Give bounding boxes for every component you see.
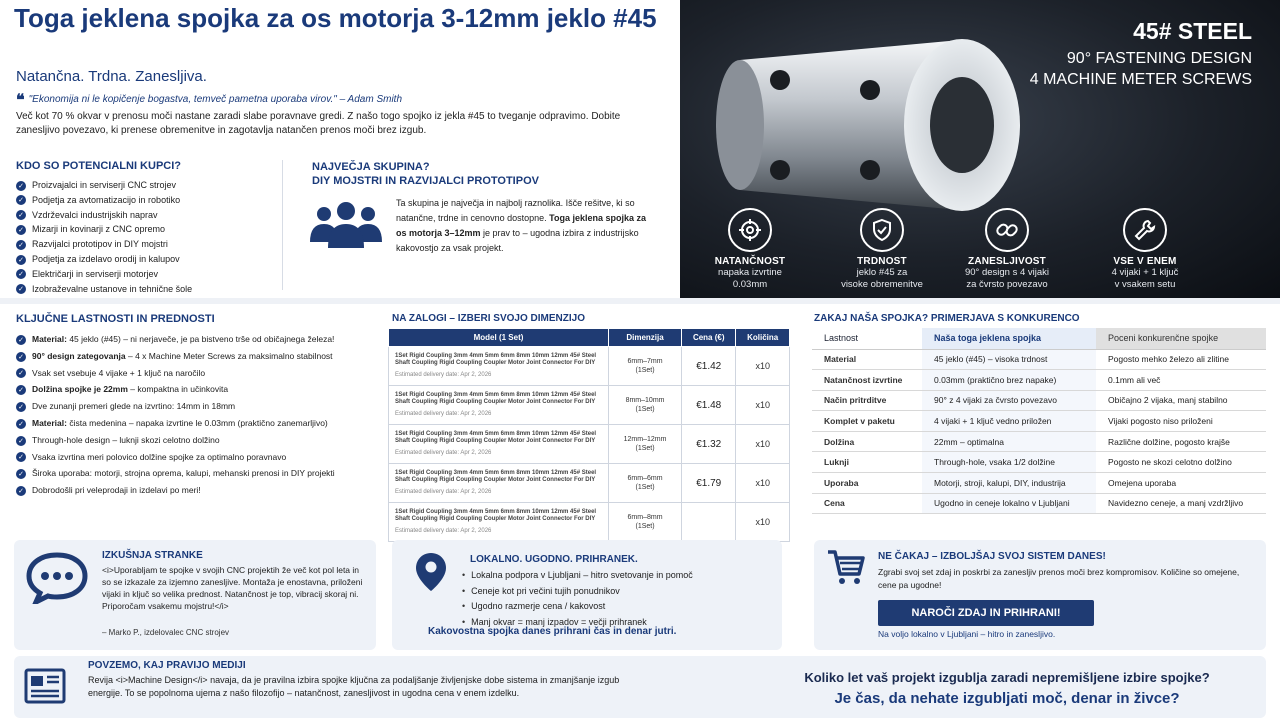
table-header-row <box>389 329 790 347</box>
quantity-cell: x10 <box>736 464 790 503</box>
shopping-cart-icon <box>826 548 866 586</box>
order-now-button[interactable]: NAROČI ZDAJ IN PRIHRANI! <box>878 600 1094 626</box>
feature-reliability <box>942 208 1072 291</box>
table-row[interactable] <box>389 503 790 542</box>
feature-title: VSE V ENEM <box>1113 256 1177 267</box>
cta-footer: Na voljo lokalno v Ljubljani – hitro in zanesljivo. <box>878 629 1056 639</box>
table-row[interactable] <box>389 425 790 464</box>
list-item: • Ugodno razmerje cena / kakovost <box>462 599 693 615</box>
group-text: Ta skupina je največja in najbolj raznolika. Išče rešitve, ki so natančne, trdne in cenovno dostopne. Toga jeklena spojka za os motorja 3–12mm je prav to – ugodna izbira z industrijsko kakovostjo za vsak projekt. <box>396 198 646 253</box>
quote-text: "Ekonomija ni le kopičenje bogastva, temveč pametna uporaba virov." – Adam Smith <box>28 94 403 105</box>
feature-text: visoke obremenitve <box>841 279 923 290</box>
check-icon: ✓ <box>16 284 26 294</box>
list-item: ✓ Material: čista medenina – napaka izvrtine le 0.03mm (praktično zanemarljivo) <box>16 415 376 432</box>
table-row: Natančnost izvrtine 0.03mm (praktično brez napake) 0.1mm ali več <box>812 370 1266 391</box>
table-row[interactable] <box>389 464 790 503</box>
hero-title: 45# STEEL <box>1133 18 1252 44</box>
stock-table <box>388 328 790 542</box>
check-icon: ✓ <box>16 436 26 446</box>
quote <box>16 90 402 110</box>
media-text: Revija <i>Machine Design</i> navaja, da je pravilna izbira spojke ključna za podaljšanje življenjske dobe sistema in zmanjšanje izgub energije. To se popolnoma ujema z našo filozofijo – natančnost, zanesljivost in ugodna cena v enem izdelku. <box>88 675 620 698</box>
quantity-cell: x10 <box>736 386 790 425</box>
check-icon: ✓ <box>16 225 26 235</box>
check-icon: ✓ <box>16 385 26 395</box>
dimension-cell: 6mm–7mm (1Set) <box>609 347 682 386</box>
table-row: Komplet v paketu 4 vijaki + 1 ključ vedno priložen Vijaki pogosto niso priloženi <box>812 411 1266 432</box>
feature-strength <box>817 208 947 291</box>
cta-text: Zgrabi svoj set zdaj in poskrbi za zanesljiv prenos moči brez kompromisov. Količine so omejene, cene pa ugodne! <box>878 567 1240 590</box>
feature-title: TRDNOST <box>857 256 907 267</box>
divider <box>282 160 283 290</box>
hero-subtitle: 4 MACHINE METER SCREWS <box>1029 71 1252 88</box>
group-heading-line2: DIY MOJSTRI IN RAZVIJALCI PROTOTIPOV <box>312 175 539 187</box>
check-icon: ✓ <box>16 255 26 265</box>
list-item: ✓ Izobraževalne ustanove in tehnične šole <box>16 282 192 297</box>
table-row: Luknji Through-hole, vsaka 1/2 dolžine Pogosto ne skozi celotno dolžino <box>812 452 1266 473</box>
column-header: Cena (€) <box>682 329 736 347</box>
check-icon: ✓ <box>16 452 26 462</box>
table-row[interactable] <box>389 347 790 386</box>
feature-title: NATANČNOST <box>714 256 786 267</box>
media-heading: POVZEMO, KAJ PRAVIJO MEDIJI <box>88 660 246 671</box>
list-item: ✓ Vzdrževalci industrijskih naprav <box>16 208 192 223</box>
local-footer: Kakovostna spojka danes prihrani čas in denar jutri. <box>428 626 677 637</box>
section-divider <box>0 298 1280 304</box>
target-icon <box>728 208 772 252</box>
check-icon: ✓ <box>16 335 26 345</box>
buyers-heading: KDO SO POTENCIALNI KUPCI? <box>16 160 182 172</box>
list-item: ✓ Dve zunanji premeri glede na izvrtino: 14mm in 18mm <box>16 398 376 415</box>
intro-paragraph: Več kot 70 % okvar v prenosu moči nastane zaradi slabe poravnave gredi. Z našo togo spojko iz jekla #45 to tveganje odpravimo. Dobite zanesljivo povezavo, ki prenese obremenitve in zagotavlja natančen prenos moči brez izgub. <box>16 111 621 136</box>
feature-precision <box>685 208 815 291</box>
key-features-list <box>16 331 376 499</box>
check-icon: ✓ <box>16 195 26 205</box>
table-row: Material 45 jeklo (#45) – visoka trdnost Pogosto mehko železo ali zlitine <box>812 349 1266 370</box>
list-item: ✓ Through-hole design – luknji skozi celotno dolžino <box>16 432 376 449</box>
list-item: ✓ Električarji in serviserji motorjev <box>16 267 192 282</box>
column-header: Dimenzija <box>609 329 682 347</box>
check-icon: ✓ <box>16 368 26 378</box>
quantity-cell: x10 <box>736 503 790 542</box>
list-item: • Manj okvar = manj izpadov = večji prihranek <box>462 615 693 631</box>
shield-icon <box>860 208 904 252</box>
check-icon: ✓ <box>16 469 26 479</box>
feature-text: jeklo #45 za <box>856 267 908 278</box>
testimonial-text: <i>Uporabljam te spojke v svojih CNC projektih že več kot pol leta in so se izkazale za izjemno zanesljive. Montaža je enostavna, priloženi vijaki in ključ so velika prednost. Natančnost je top, vibracij skoraj ni. Priporočam vsakemu mojstru!</i> <box>102 565 363 611</box>
feature-all-in-one <box>1080 208 1210 291</box>
product-hero <box>680 0 1280 298</box>
list-item: ✓ Material: 45 jeklo (#45) – ni nerjaveče, je pa bistveno trše od običajnega železa! <box>16 331 376 348</box>
check-icon: ✓ <box>16 210 26 220</box>
model-cell: 1Set Rigid Coupling 3mm 4mm 5mm 6mm 8mm 10mm 12mm 45# Steel Shaft Coupling Rigid Coupling Coupler Motor Joint Connector For DIY Estimated delivery date: Apr 2, 2026 <box>389 425 609 464</box>
check-icon: ✓ <box>16 181 26 191</box>
list-item: ✓ Vsaka izvrtina meri polovico dolžine spojke za optimalno poravnavo <box>16 449 376 466</box>
hero-subtitle: 90° FASTENING DESIGN <box>1066 50 1252 67</box>
list-item: ✓ Proizvajalci in serviserji CNC strojev <box>16 178 192 193</box>
list-item: ✓ Mizarji in kovinarji z CNC opremo <box>16 222 192 237</box>
list-item: ✓ Široka uporaba: motorji, strojna oprema, kalupi, mehanski prenosi in DIY projekti <box>16 465 376 482</box>
list-item: ✓ 90° design zategovanja – 4 x Machine Meter Screws za maksimalno stabilnost <box>16 348 376 365</box>
feature-title: ZANESLJIVOST <box>968 256 1046 267</box>
quote-mark-icon: ❝ <box>16 92 25 109</box>
model-cell: 1Set Rigid Coupling 3mm 4mm 5mm 6mm 8mm 10mm 12mm 45# Steel Shaft Coupling Rigid Coupling Coupler Motor Joint Connector For DIY Estimated delivery date: Apr 2, 2026 <box>389 347 609 386</box>
cta-heading: NE ČAKAJ – IZBOLJŠAJ SVOJ SISTEM DANES! <box>878 551 1106 562</box>
column-header: Poceni konkurenčne spojke <box>1096 328 1266 349</box>
coupling-image <box>700 20 1080 220</box>
price-cell: €1.32 <box>682 425 736 464</box>
testimonial-author: – Marko P., izdelovalec CNC strojev <box>102 628 230 637</box>
list-item: ✓ Dolžina spojke je 22mm – kompaktna in učinkovita <box>16 381 376 398</box>
list-item: ✓ Razvijalci prototipov in DIY mojstri <box>16 237 192 252</box>
price-cell: €1.42 <box>682 347 736 386</box>
feature-text: napaka izvrtine <box>718 267 782 278</box>
model-cell: 1Set Rigid Coupling 3mm 4mm 5mm 6mm 8mm 10mm 12mm 45# Steel Shaft Coupling Rigid Coupling Coupler Motor Joint Connector For DIY Estimated delivery date: Apr 2, 2026 <box>389 386 609 425</box>
column-header: Naša toga jeklena spojka <box>922 328 1096 349</box>
newspaper-icon <box>24 668 66 704</box>
list-item: ✓ Vsak set vsebuje 4 vijake + 1 ključ na naročilo <box>16 365 376 382</box>
compare-heading: ZAKAJ NAŠA SPOJKA? PRIMERJAVA S KONKURENCO <box>814 313 1080 324</box>
dimension-cell: 8mm–10mm (1Set) <box>609 386 682 425</box>
feature-text: 90° design s 4 vijaki <box>964 267 1050 278</box>
closing-answer: Je čas, da nehate izgubljati moč, denar in živce? <box>834 690 1180 707</box>
column-header: Količina <box>736 329 790 347</box>
group-heading <box>312 160 539 188</box>
model-cell: 1Set Rigid Coupling 3mm 4mm 5mm 6mm 8mm 10mm 12mm 45# Steel Shaft Coupling Rigid Coupling Coupler Motor Joint Connector For DIY Estimated delivery date: Apr 2, 2026 <box>389 464 609 503</box>
local-list <box>462 568 693 630</box>
group-heading-line1: NAJVEČJA SKUPINA? <box>312 161 430 173</box>
check-icon: ✓ <box>16 269 26 279</box>
table-row: Uporaba Motorji, stroji, kalupi, DIY, industrija Omejena uporaba <box>812 473 1266 494</box>
buyers-list <box>16 178 192 296</box>
list-item: ✓ Dobrodošli pri veleprodaji in izdelavi po meri! <box>16 482 376 499</box>
check-icon: ✓ <box>16 352 26 362</box>
chat-bubble-icon <box>26 552 88 604</box>
list-item: ✓ Podjetja za izdelavo orodij in kalupov <box>16 252 192 267</box>
check-icon: ✓ <box>16 402 26 412</box>
list-item: • Ceneje kot pri večini tujih ponudnikov <box>462 584 693 600</box>
local-heading: LOKALNO. UGODNO. PRIHRANEK. <box>470 554 638 565</box>
price-cell: €1.48 <box>682 386 736 425</box>
column-header: Lastnost <box>812 328 922 349</box>
feature-text: v vsakem setu <box>1114 279 1176 290</box>
model-cell: 1Set Rigid Coupling 3mm 4mm 5mm 6mm 8mm 10mm 12mm 45# Steel Shaft Coupling Rigid Coupling Coupler Motor Joint Connector For DIY Estimated delivery date: Apr 2, 2026 <box>389 503 609 542</box>
link-icon <box>985 208 1029 252</box>
check-icon: ✓ <box>16 419 26 429</box>
dimension-cell: 12mm–12mm (1Set) <box>609 425 682 464</box>
feature-text: 4 vijaki + 1 ključ <box>1111 267 1179 278</box>
wrench-icon <box>1123 208 1167 252</box>
price-cell: €1.79 <box>682 464 736 503</box>
quantity-cell: x10 <box>736 425 790 464</box>
feature-text: 0.03mm <box>732 279 768 290</box>
key-features-heading: KLJUČNE LASTNOSTI IN PREDNOSTI <box>16 313 215 325</box>
dimension-cell: 6mm–8mm (1Set) <box>609 503 682 542</box>
list-item: ✓ Podjetja za avtomatizacijo in robotiko <box>16 193 192 208</box>
table-header-row <box>812 328 1266 349</box>
column-header: Model (1 Set) <box>389 329 609 347</box>
tagline: Natančna. Trdna. Zanesljiva. <box>16 68 207 85</box>
table-row: Dolžina 22mm – optimalna Različne dolžine, pogosto krajše <box>812 431 1266 452</box>
comparison-table <box>812 328 1266 514</box>
stock-heading: NA ZALOGI – IZBERI SVOJO DIMENZIJO <box>392 313 585 324</box>
feature-text: za čvrsto povezavo <box>966 279 1048 290</box>
quantity-cell: x10 <box>736 347 790 386</box>
location-pin-icon <box>414 552 448 592</box>
price-cell <box>682 503 736 542</box>
check-icon: ✓ <box>16 240 26 250</box>
table-row: Način pritrditve 90° z 4 vijaki za čvrsto povezavo Običajno 2 vijaka, manj stabilno <box>812 390 1266 411</box>
table-row[interactable] <box>389 386 790 425</box>
people-group-icon <box>306 200 386 252</box>
closing-question: Koliko let vaš projekt izgublja zaradi nepremišljene izbire spojke? <box>804 670 1210 685</box>
check-icon: ✓ <box>16 486 26 496</box>
list-item: • Lokalna podpora v Ljubljani – hitro svetovanje in pomoč <box>462 568 693 584</box>
page-title: Toga jeklena spojka za os motorja 3-12mm jeklo #45 <box>14 3 657 33</box>
dimension-cell: 6mm–6mm (1Set) <box>609 464 682 503</box>
table-row: Cena Ugodno in ceneje lokalno v Ljubljani Navidezno ceneje, a manj vzdržljivo <box>812 493 1266 514</box>
testimonial-heading: IZKUŠNJA STRANKE <box>102 550 203 561</box>
